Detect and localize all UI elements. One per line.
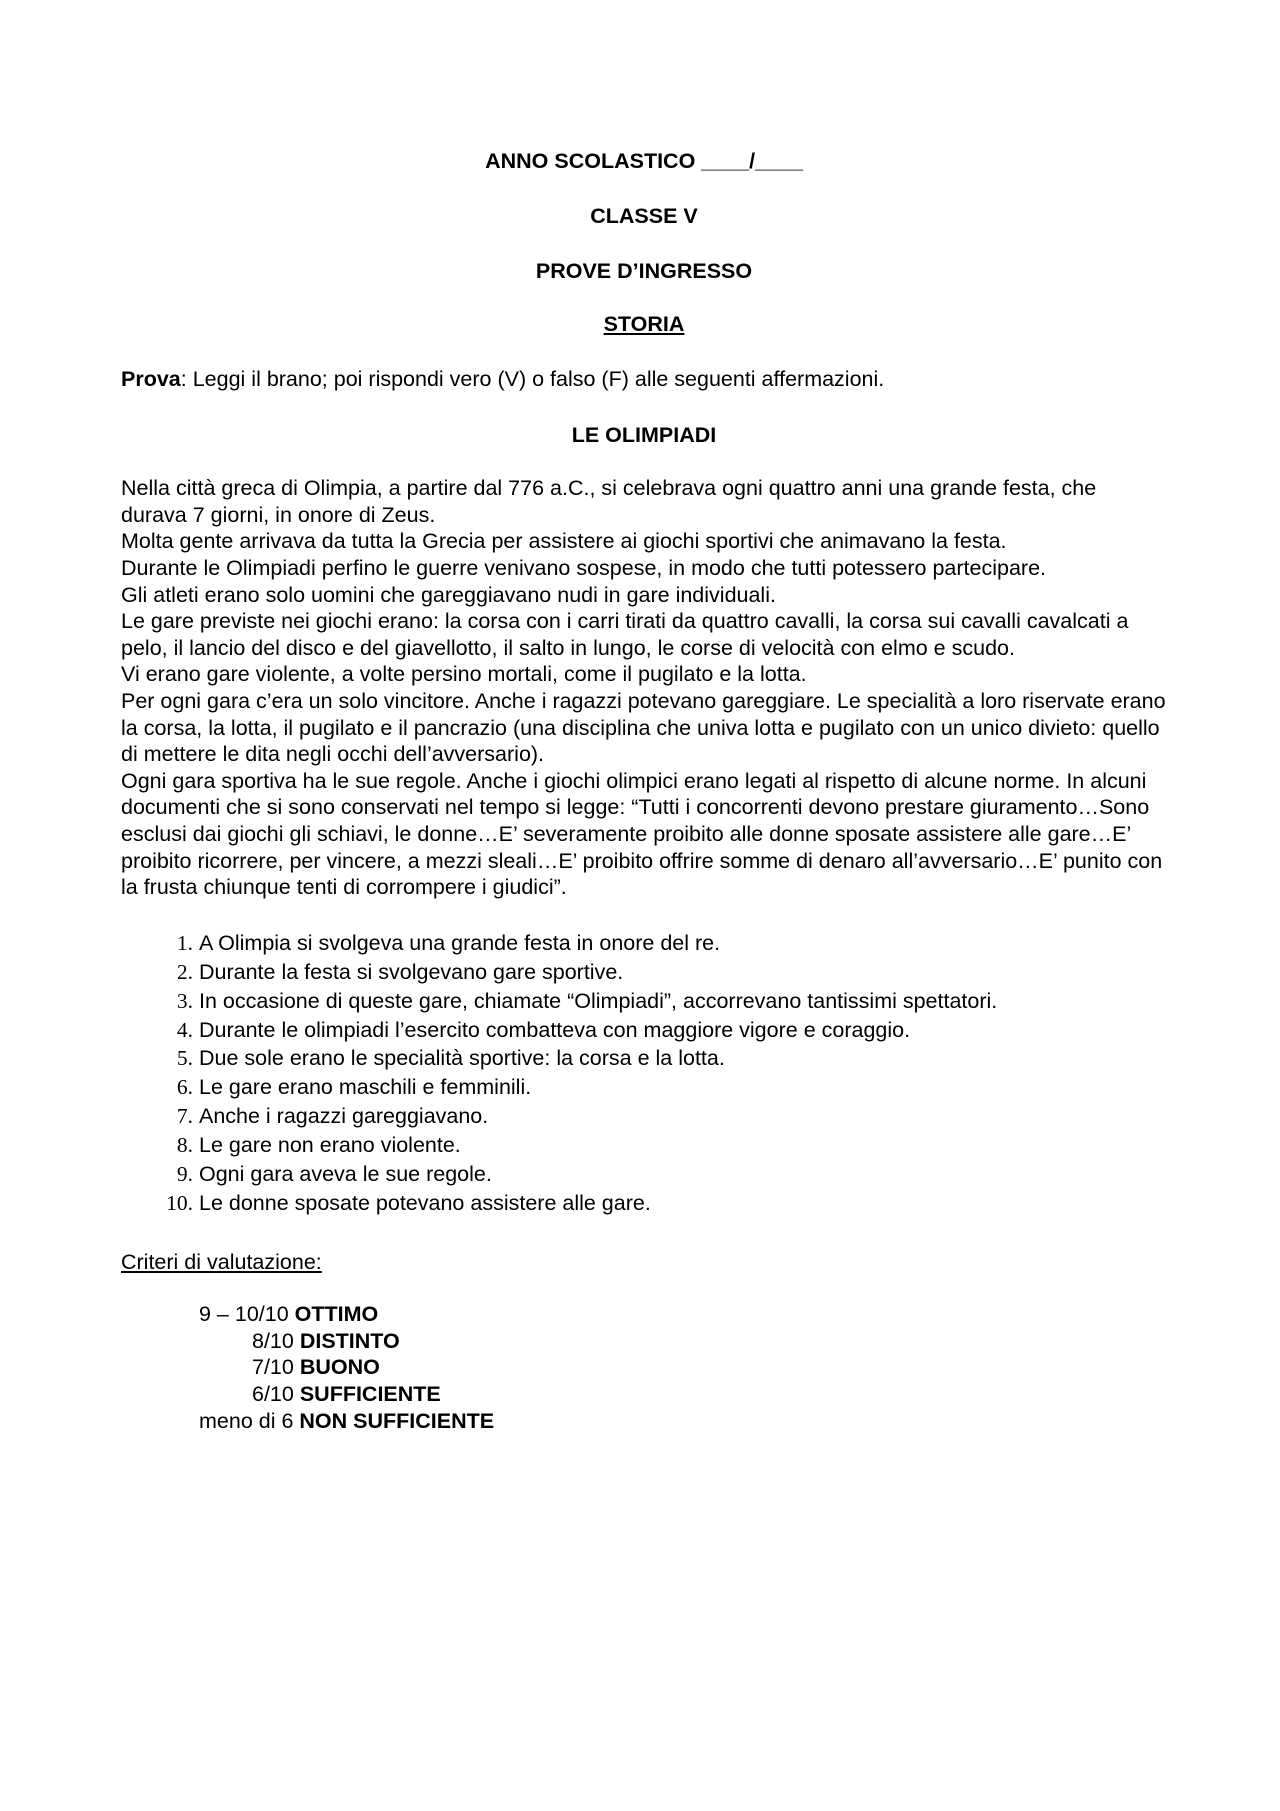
statement-text: In occasione di queste gare, chiamate “Olimpiadi”, accorrevano tantissimi spettatori. [199,988,998,1013]
instruction-text: : Leggi il brano; poi rispondi vero (V) o falso (F) alle seguenti affermazioni. [180,367,885,391]
criteria-row [199,1408,1167,1435]
passage-paragraph: Ogni gara sportiva ha le sue regole. Anche i giochi olimpici erano legati al rispetto di alcune norme. In alcuni documenti che si sono conservati nel tempo si legge: “Tutti i concorrenti devono prestare giuramento…Sono esclusi dai giochi gli schiavi, le donne…E’ severamente proibito alle donne sposate assistere alle gare…E’ proibito ricorrere, per vincere, a mezzi sleali…E’ proibito offrire somme di denaro all’avversario…E’ punito con la frusta chiunque tenti di corrompere i giudici”. [121,768,1163,900]
document-page [121,148,1167,1434]
statement-item [121,958,1167,987]
passage-paragraph: Per ogni gara c’era un solo vincitore. Anche i ragazzi potevano gareggiare. Le specialità a loro riservate erano la corsa, la lotta, il pugilato e il pancrazio (una disciplina che univa lotta e pugilato con un unico divieto: quello di mettere le dita negli occhi dell’avversario). [121,688,1166,767]
passage-paragraph: Gli atleti erano solo uomini che gareggiavano nudi in gare individuali. [121,582,776,607]
statement-item [121,1102,1167,1131]
statement-text: Le gare non erano violente. [199,1133,461,1158]
statement-number: 3. [176,988,193,1013]
subject-title: STORIA [603,312,685,336]
statement-text: Le gare erano maschili e femminili. [199,1075,532,1100]
statement-number: 1. [176,930,193,955]
criteria-score: 7/10 [252,1355,300,1380]
statement-text: Durante la festa si svolgevano gare sportive. [199,959,624,984]
statement-text: Due sole erano le specialità sportive: la corsa e la lotta. [199,1046,725,1071]
statement-number: 4. [176,1017,193,1042]
statement-text: A Olimpia si svolgeva una grande festa in onore del re. [199,930,721,955]
statement-number: 9. [176,1161,193,1186]
criteria-grade: DISTINTO [299,1328,400,1353]
statement-text: Ogni gara aveva le sue regole. [199,1161,492,1186]
instruction-line [121,366,1167,393]
statement-number: 8. [176,1133,193,1158]
evaluation-criteria [199,1301,1167,1434]
true-false-statements [121,929,1167,1218]
class-heading: CLASSE V [590,204,698,228]
criteria-score: meno di 6 [199,1408,300,1433]
criteria-score: 6/10 [252,1381,300,1406]
statement-number: 7. [176,1104,193,1129]
statement-number: 5. [176,1046,193,1071]
statement-item [121,1160,1167,1189]
statement-item [121,1131,1167,1160]
subject-heading [121,311,1167,337]
statement-text: Durante le olimpiadi l’esercito combatteva con maggiore vigore e coraggio. [199,1017,911,1042]
statement-item [121,1189,1167,1218]
criteria-score: 9 – 10/10 [199,1302,295,1327]
statement-item [121,986,1167,1015]
statement-text: Anche i ragazzi gareggiavano. [199,1104,489,1129]
passage-paragraph: Le gare previste nei giochi erano: la corsa con i carri tirati da quattro cavalli, la corsa sui cavalli cavalcati a pelo, il lancio del disco e del giavellotto, il salto in lungo, le corse di velocità con elmo e scudo. [121,609,1129,660]
passage-paragraph: Durante le Olimpiadi perfino le guerre venivano sospese, in modo che tutti potessero partecipare. [121,555,1047,580]
passage-paragraph: Vi erano gare violente, a volte persino mortali, come il pugilato e la lotta. [121,662,807,687]
school-year-heading: ANNO SCOLASTICO ____/____ [485,149,803,173]
statement-number: 6. [176,1075,193,1100]
criteria-row [199,1354,1167,1381]
criteria-grade: OTTIMO [294,1302,379,1327]
criteria-grade: NON SUFFICIENTE [299,1408,495,1433]
statement-item [121,1044,1167,1073]
statement-item [121,929,1167,958]
passage-paragraph: Molta gente arrivava da tutta la Grecia per assistere ai giochi sportivi che animavano la festa. [121,529,1007,554]
entry-tests-heading: PROVE D’INGRESSO [535,259,753,283]
reading-passage [121,475,1167,901]
instruction-label: Prova [121,367,181,391]
criteria-row [199,1381,1167,1408]
criteria-grade: BUONO [299,1355,380,1380]
passage-title: LE OLIMPIADI [571,422,717,447]
statement-number: 10. [166,1190,193,1215]
evaluation-criteria-title: Criteri di valutazione: [121,1249,322,1274]
statement-number: 2. [176,959,193,984]
criteria-row [199,1328,1167,1355]
statement-item [121,1073,1167,1102]
statement-text: Le donne sposate potevano assistere alle gare. [199,1190,651,1215]
criteria-score: 8/10 [252,1328,300,1353]
passage-paragraph: Nella città greca di Olimpia, a partire dal 776 a.C., si celebrava ogni quattro anni una grande festa, che durava 7 giorni, in onore di Zeus. [121,476,1097,527]
criteria-grade: SUFFICIENTE [299,1381,441,1406]
statement-item [121,1015,1167,1044]
criteria-row [199,1301,1167,1328]
